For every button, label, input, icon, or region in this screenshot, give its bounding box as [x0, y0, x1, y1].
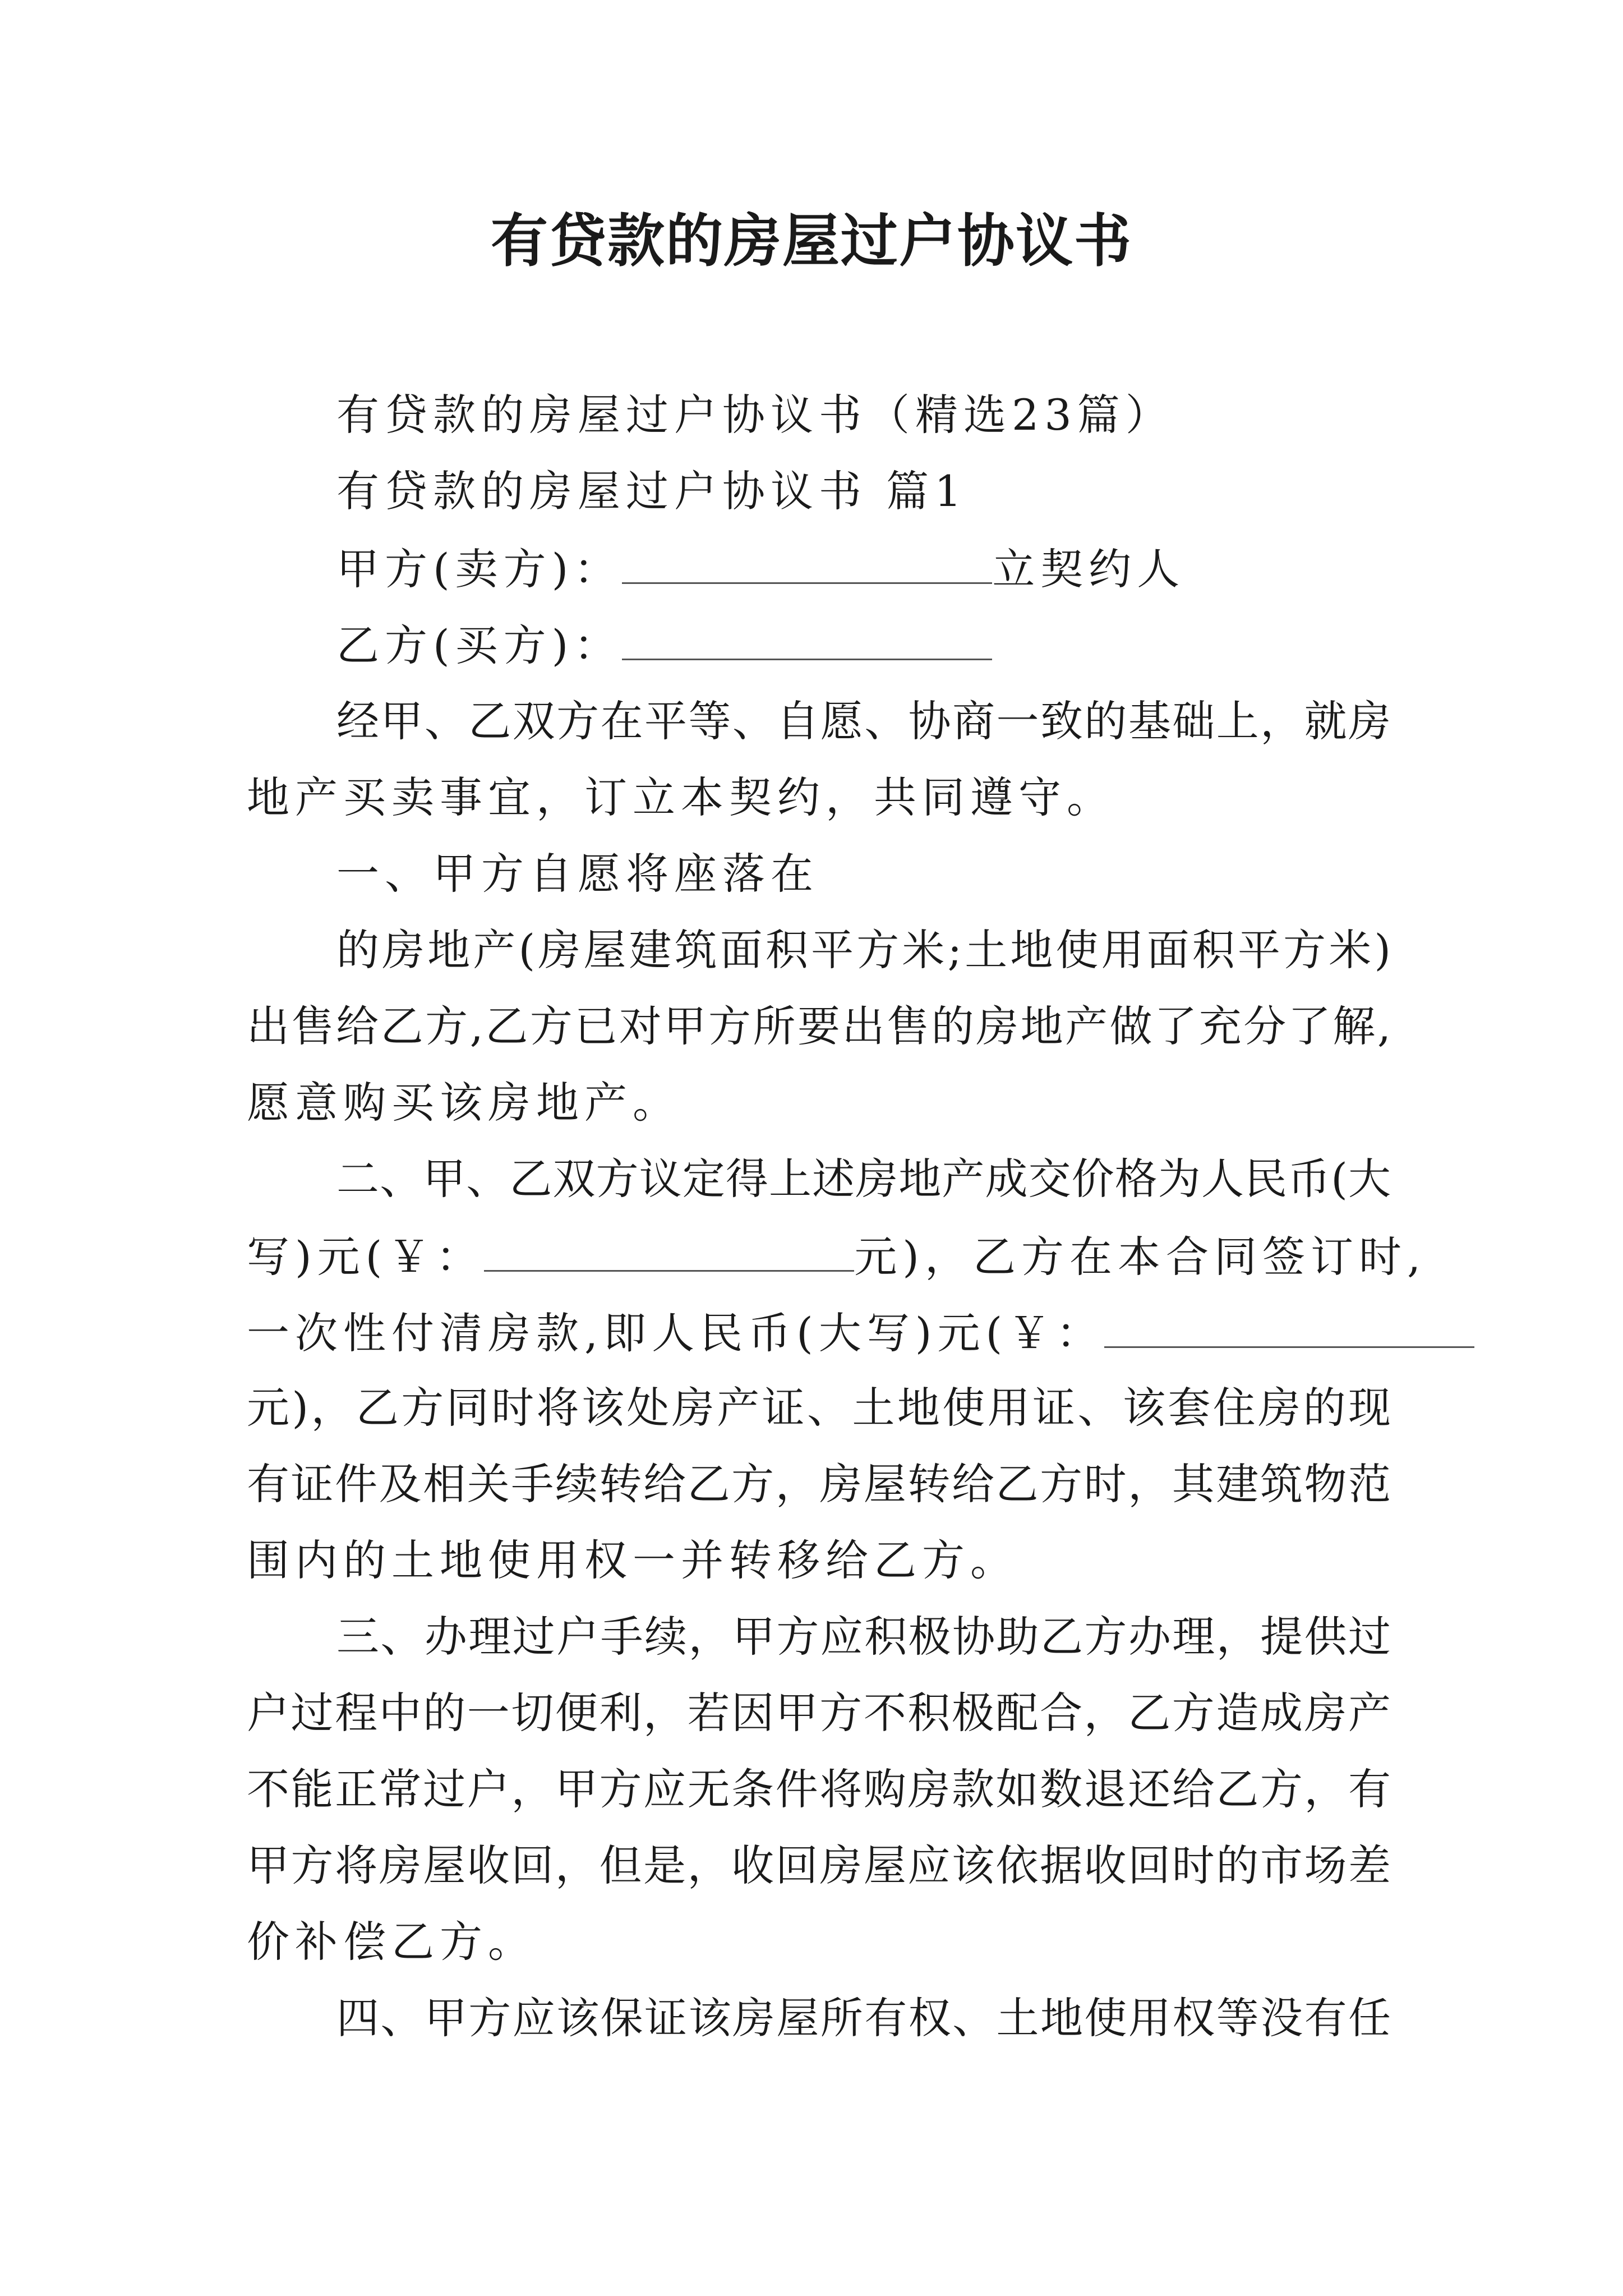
- paragraph-line: 元)，乙方同时将该处房产证、土地使用证、该套住房的现: [247, 1383, 1391, 1433]
- paragraph-line: 的房地产(房屋建筑面积平方米;土地使用面积平方米): [336, 925, 1391, 975]
- section-heading: 有贷款的房屋过户协议书 篇1: [336, 466, 967, 516]
- price-line: [247, 1227, 1427, 1285]
- paragraph-line: 四、甲方应该保证该房屋所有权、土地使用权等没有任: [336, 1993, 1391, 2043]
- paragraph-line: 户过程中的一切便利，若因甲方不积极配合，乙方造成房产: [247, 1688, 1391, 1738]
- price-blank: [484, 1227, 854, 1272]
- paragraph-line: 三、办理过户手续，甲方应积极协助乙方办理，提供过: [336, 1612, 1391, 1662]
- paragraph-fragment: 元)，乙方在本合同签订时,: [854, 1232, 1427, 1282]
- paragraph-line: 价补偿乙方。: [247, 1917, 536, 1967]
- document-subtitle: 有贷款的房屋过户协议书（精选23篇）: [336, 390, 1174, 440]
- paragraph-line: 地产买卖事宜，订立本契约，共同遵守。: [247, 772, 1115, 822]
- party-b-blank: [622, 616, 992, 660]
- party-a-label: 甲方(卖方)：: [336, 544, 623, 594]
- paragraph-line: 出售给乙方,乙方已对甲方所要出售的房地产做了充分了解,: [247, 1001, 1391, 1051]
- paragraph-line: 不能正常过户，甲方应无条件将购房款如数退还给乙方，有: [247, 1764, 1391, 1814]
- paragraph-line: 经甲、乙双方在平等、自愿、协商一致的基础上，就房: [336, 696, 1391, 746]
- paragraph-line: 愿意购买该房地产。: [247, 1078, 681, 1128]
- payment-blank: [1104, 1304, 1474, 1348]
- paragraph-line: 甲方将房屋收回，但是，收回房屋应该依据收回时的市场差: [247, 1841, 1391, 1890]
- document-title: 有贷款的房屋过户协议书: [491, 208, 1132, 275]
- paragraph-fragment: 一次性付清房款,即人民币(大写)元(￥：: [247, 1308, 1105, 1358]
- party-b-label: 乙方(买方)：: [336, 620, 623, 670]
- paragraph-fragment: 写)元(￥：: [247, 1232, 485, 1282]
- paragraph-line: 二、甲、乙双方议定得上述房地产成交价格为人民币(大: [336, 1154, 1391, 1204]
- paragraph-line: 有证件及相关手续转给乙方，房屋转给乙方时，其建筑物范: [247, 1459, 1391, 1509]
- payment-line: [247, 1304, 1391, 1361]
- party-a-blank: [622, 540, 992, 584]
- party-a-line: [336, 540, 1391, 597]
- party-a-suffix: 立契约人: [992, 544, 1186, 594]
- paragraph-line: 一、甲方自愿将座落在: [336, 849, 819, 899]
- party-b-line: [336, 616, 1391, 674]
- paragraph-line: 围内的土地使用权一并转移给乙方。: [247, 1535, 1018, 1585]
